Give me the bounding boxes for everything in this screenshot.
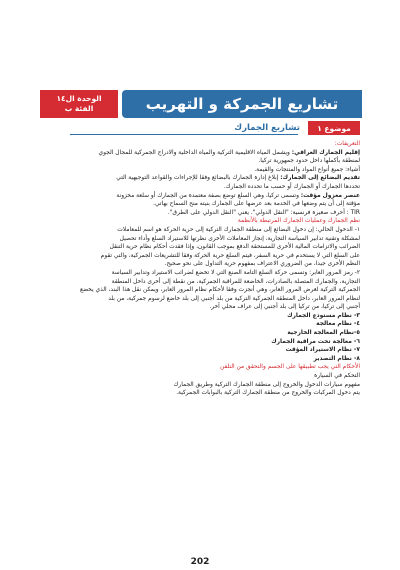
system-6: ٦- معالجة تحت مراقبة الجمارك — [271, 338, 360, 345]
unit-badge — [40, 90, 118, 118]
chapter-title: تشاريع الجمركة و التهريب — [122, 90, 362, 118]
system-2-cont: أجنبي إلى تركيا، من تركيا إلى بلد أجنبي إلى عراف محلي آخر. — [209, 304, 360, 311]
system-1-cont: على السلع التي لا يستخدم في حرية السفر، فيتم السلع حرية الحركة وفقا للتشريعات الجمركية، والتي تقوم — [100, 252, 360, 259]
system-2-cont: لنظام المرور العابر، داخل المنطقة الجمركية التركية من بلد أجنبي إلى بلد خاضع لرسوم جمركية، من بلد — [108, 295, 360, 302]
topic-header — [70, 121, 360, 135]
system-1-cont: لمشكلة وتقنية تدابير السياسة التجارية، إنجاز المعاملات الأخرى نظرتها للاستيراد السلع وأداء تحصيل — [119, 235, 360, 242]
definitions-heading: التعريفات: — [334, 141, 360, 147]
definition-tir: TIR : أحرف صغيرة فرنسية: "النقل الدولي". يعني "النقل الدولي على الطرق". — [167, 209, 360, 216]
system-1-cont: النظم الأخرى جيدا، من الضروري الاعتراف بمفهوم حرية التداول على نحو صحيح. — [164, 261, 360, 268]
definition-customs-territory: إقليم الجمارك العراقي: ويشمل المياه الاقليمية التركية والمياه الداخلية والادراج الجمركية للمجال الجوي — [98, 149, 360, 156]
system-2-cont: التجارية، والجمارك المتصلة بالصادرات، الخاضعة للمراقبة الجمركية، من نقطة إلى أخرى داخل المنطقة — [111, 278, 360, 285]
system-1: ١- الدخول الحالي: إن دخول البضائع إلى منطقة الجمارك التركية إلى حرية الحركة هو اسم للمعاملات — [117, 226, 360, 233]
system-1-cont: الضرائب والاتزامات المالية الأخرى للمستحقة الدفع بموجب القانون، وإذا فقدت أحكام نظام حرية التنقل — [109, 244, 360, 251]
system-2-cont: الجمركية التركية لغرض المرور العابر، وهي أنجزت وفقا لأحكام نظام المرور العابر، ويمكن نقل هذا البند، الذي يخضع — [79, 287, 360, 294]
definition-presentation: تقديم البضائع إلى الجمارك: إبلاغ إدارة الجمارك بالبضائع وفقا للإجراءات والقواعد التوجيهية التي — [116, 175, 360, 182]
system-5: ٥-نظام المعالجة الخارجية — [287, 330, 360, 337]
definition-presentation-cont: تحددها الجمارك أو الجمارك أو حسب ما تحدده الجمارك. — [223, 183, 360, 190]
definition-goods: أشياء: جميع أنواع المواد والمنتجات والقيمة. — [254, 166, 360, 173]
definition-temporary-storage: عنصر معزول مؤقت: وتسمى تركيا، وهي السلع توضع بصفة معتمدة من الجمارك أو سلعة مخزونة — [116, 192, 360, 199]
systems-heading: نظم الجمارك وعمليات الجمارك المرتبطة بالأنظمة — [237, 218, 360, 225]
topic-title: تشاريع الجمارك — [234, 123, 300, 133]
vehicle-paragraph: يتم دخول المركبات والخروج من منطقة الجمارك التركية بالبوابات الجمركية. — [176, 390, 360, 397]
unit-label: الوحدة ال١٤ — [56, 94, 102, 103]
system-7: ٧- نظام الاستيراد المؤقت — [285, 347, 360, 354]
vehicle-control-heading: التحكم في السيارة — [314, 373, 360, 380]
topic-label: موضوع ١ — [308, 121, 360, 135]
category-label: الفئة ب — [64, 104, 94, 113]
system-3: ٣- نظام مستودع الجمارك — [287, 312, 360, 319]
chapter-header — [40, 90, 362, 118]
system-4: ٤- نظام معالجة — [316, 321, 360, 328]
definition-customs-territory-cont: لمنطقة بأكملها داخل حدود جمهورية تركيا. — [258, 158, 360, 165]
rules-heading: الأحكام التي يجب تطبيقها على الجسم والتحقق من التلفن — [220, 364, 360, 371]
body-text — [58, 140, 360, 398]
system-8: ٨- نظام التصدير — [313, 355, 360, 362]
vehicle-paragraph: مفهوم سيارات الدخول والخروج إلى منطقة الجمارك التركية وطريق الجمارك — [173, 381, 360, 388]
system-2: ٢- رمز المرور العابر: وتسمى حركة السلع التامة الصنع التي لا تخضع لضرائب الاستيراد وتدابير السياسة — [111, 269, 360, 276]
definition-temporary-storage-cont: مؤقتة إلى أن يتم وضعها في الخدمة بعد عرضها على الجمارك بنيته منح السماح بهاتي. — [153, 201, 360, 208]
page-number: 202 — [190, 557, 210, 567]
topic-divider — [70, 134, 298, 135]
